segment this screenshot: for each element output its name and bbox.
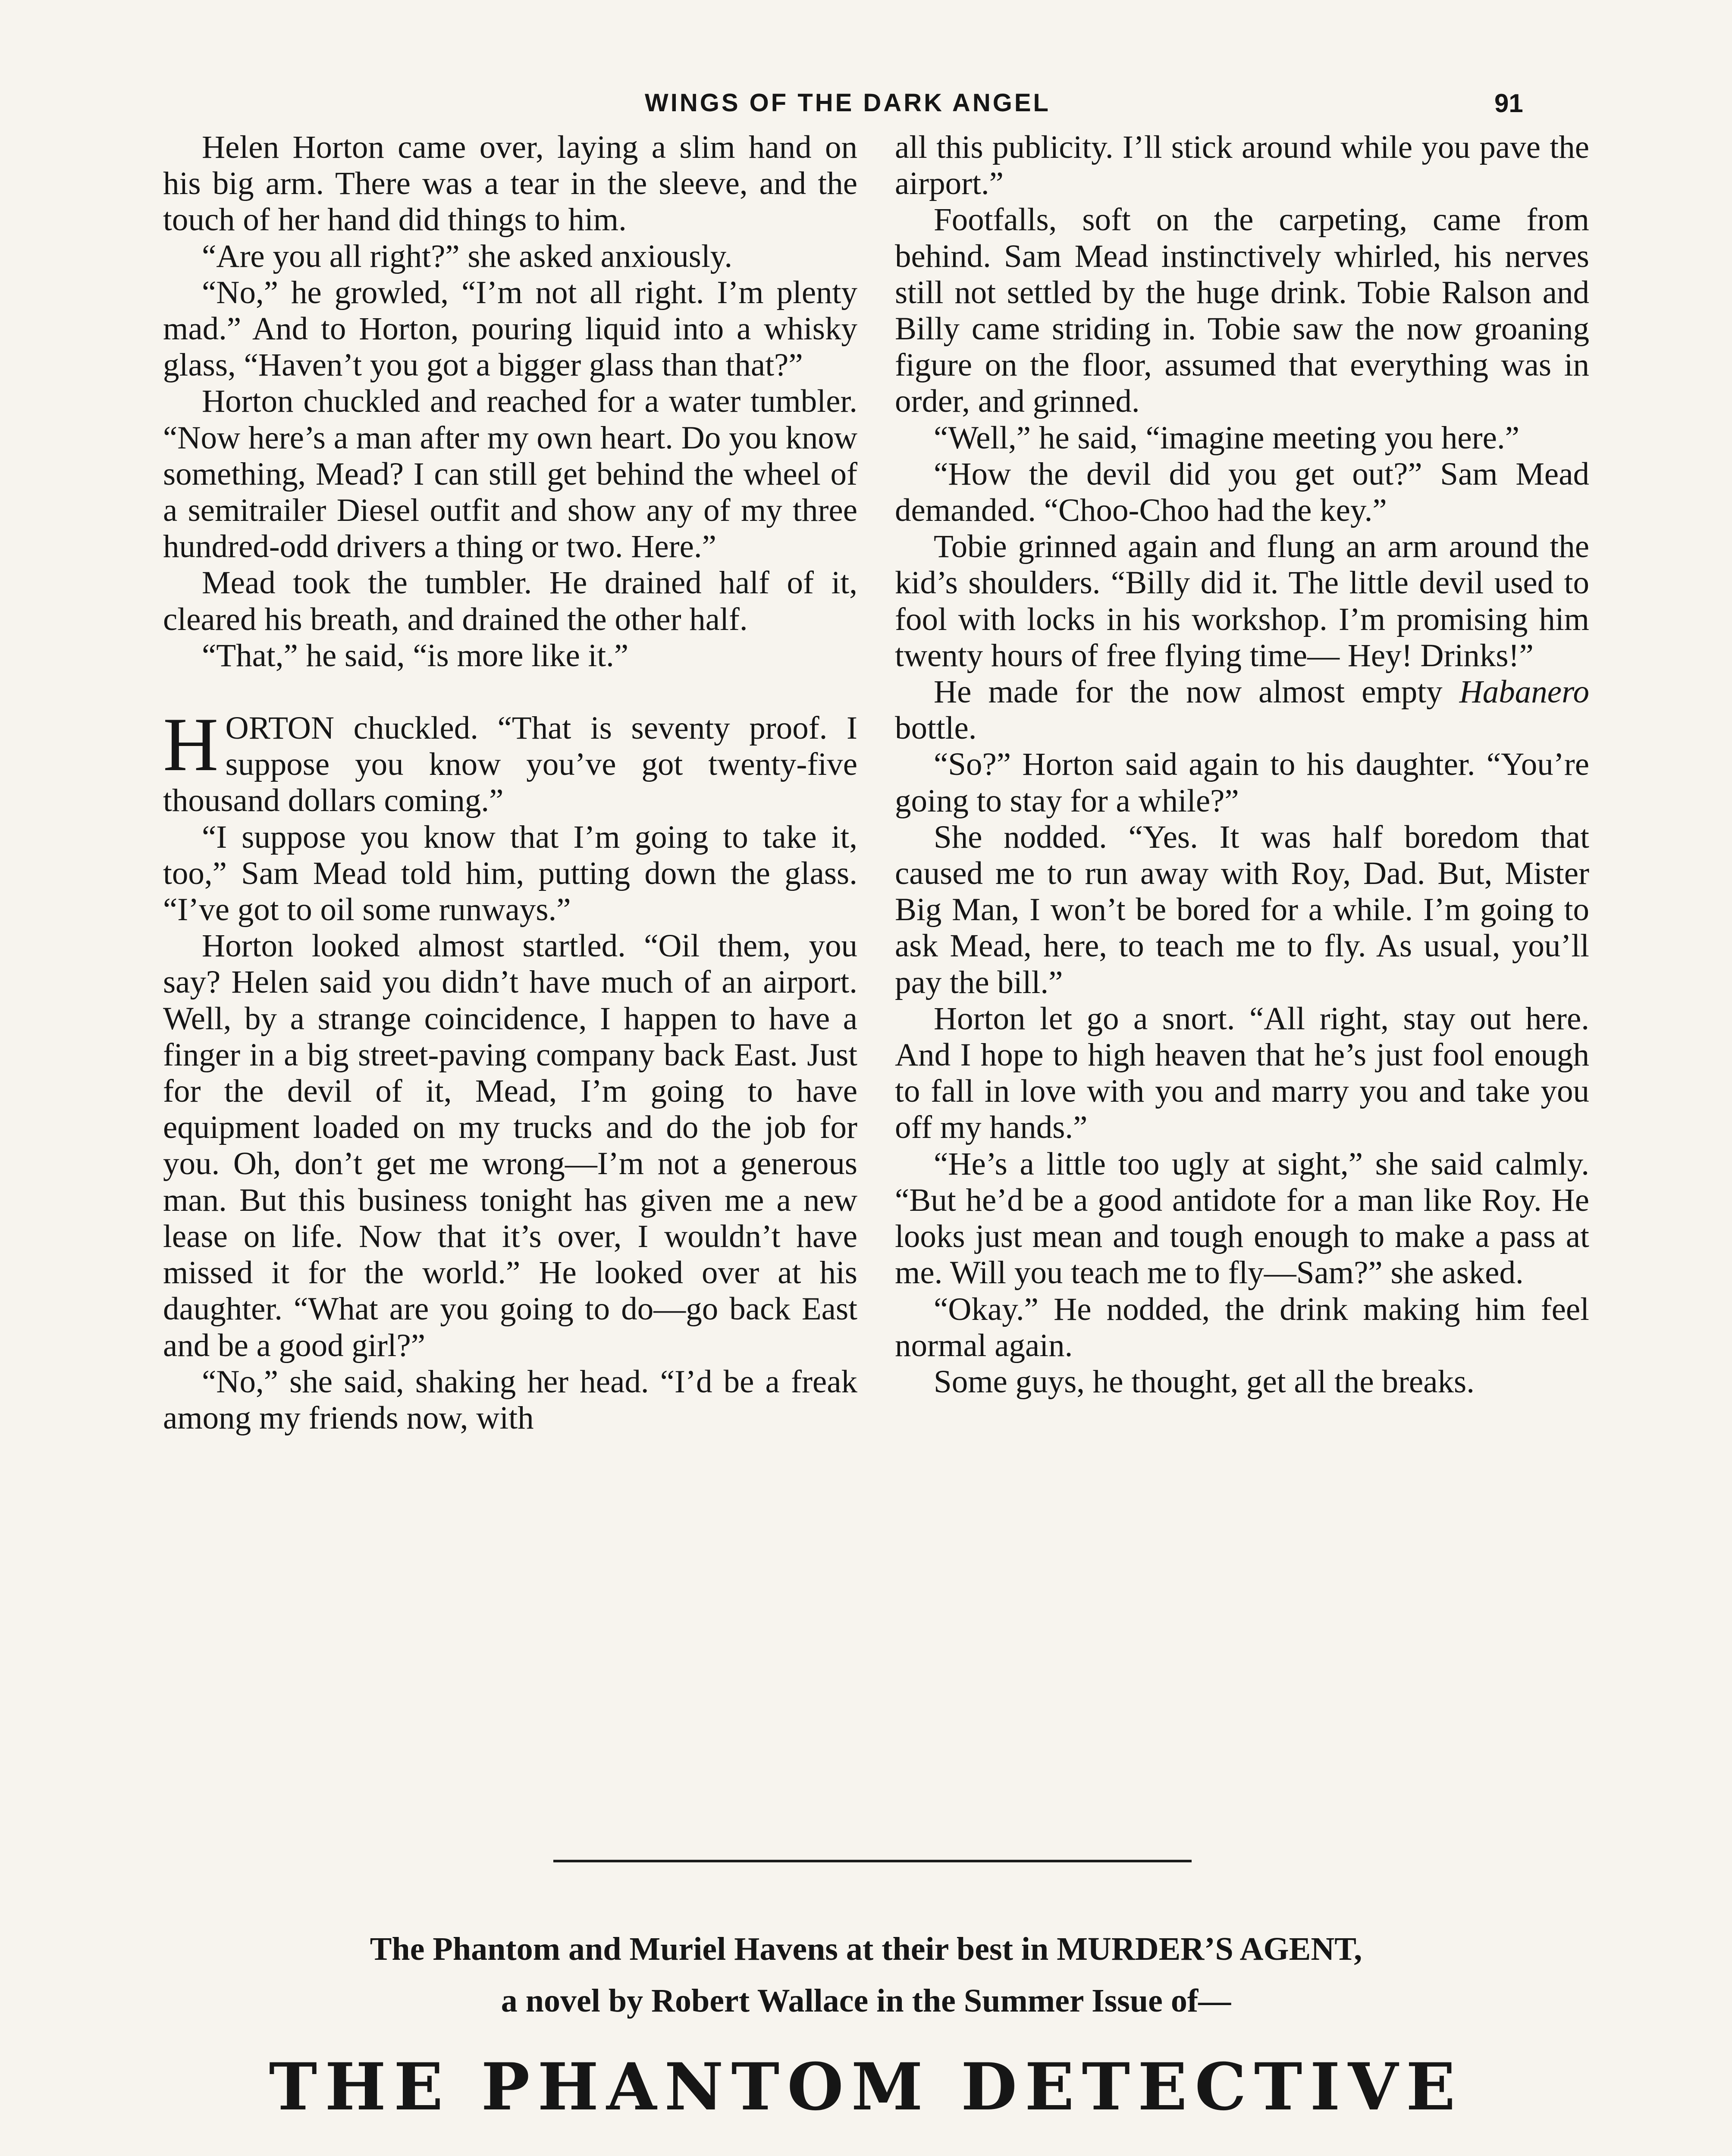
left-column: [163, 129, 857, 1436]
paragraph: “No,” she said, shaking her head. “I’d be a freak among my friends now, with: [163, 1363, 857, 1436]
paragraph-text: He made for the now almost empty: [934, 674, 1459, 710]
paragraph: Horton let go a snort. “All right, stay out here. And I hope to high heaven that he’s just fool enough to fall in love with you and marry you and take you off my hands.”: [895, 1000, 1589, 1146]
paragraph: Horton chuckled and reached for a water tumbler. “Now here’s a man after my own heart. Do you know something, Mead? I can still get behind the wheel of a semitrailer Diesel outfit and show any of my three hundred-odd drivers a thing or two. Here.”: [163, 383, 857, 565]
paragraph: “I suppose you know that I’m going to take it, too,” Sam Mead told him, putting down the glass. “I’ve got to oil some runways.”: [163, 819, 857, 928]
advertisement: [0, 1923, 1732, 2156]
right-column: [895, 129, 1589, 1400]
paragraph: “How the devil did you get out?” Sam Mead demanded. “Choo-Choo had the key.”: [895, 456, 1589, 529]
paragraph: “So?” Horton said again to his daughter. “You’re going to stay for a while?”: [895, 746, 1589, 819]
drop-cap: H: [163, 702, 219, 787]
paragraph: Tobie grinned again and flung an arm around the kid’s shoulders. “Billy did it. The little devil used to fool with locks in his workshop. I’m promising him twenty hours of free flying time— Hey! Drinks!”: [895, 529, 1589, 674]
paragraph: She nodded. “Yes. It was half boredom that caused me to run away with Roy, Dad. But, Mister Big Man, I won’t be bored for a while. I’m going to ask Mead, here, to teach me to fly. As usual, you’ll pay the bill.”: [895, 819, 1589, 1000]
section-opening-text: ORTON chuckled. “That is seventy proof. I suppose you know you’ve got twenty-five thousand dollars coming.”: [163, 710, 857, 819]
section-divider-rule: [553, 1860, 1192, 1862]
paragraph: [895, 674, 1589, 746]
paragraph: Helen Horton came over, laying a slim hand on his big arm. There was a tear in the sleeve, and the touch of her hand did things to him.: [163, 129, 857, 238]
paragraph: Mead took the tumbler. He drained half of it, cleared his breath, and drained the other half.: [163, 565, 857, 637]
ad-magazine-title: THE PHANTOM DETECTIVE: [269, 2049, 1463, 2125]
italic-bottle-name: Habanero: [1459, 674, 1589, 710]
paragraph: Horton looked almost startled. “Oil them, you say? Helen said you didn’t have much of an airport. Well, by a strange coincidence, I happen to have a finger in a big street-paving company back East. Just for the devil of it, Mead, I’m going to have equipment loaded on my trucks and do the job for you. Oh, don’t get me wrong—I’m not a generous man. But this business tonight has given me a new lease on life. Now that it’s over, I wouldn’t have missed it for the world.” He looked over at his daughter. “What are you going to do—go back East and be a good girl?”: [163, 928, 857, 1363]
paragraph: Footfalls, soft on the carpeting, came from behind. Sam Mead instinctively whirled, his nerves still not settled by the huge drink. Tobie Ralson and Billy came striding in. Tobie saw the now groaning figure on the floor, assumed that everything was in order, and grinned.: [895, 202, 1589, 420]
paragraph: “No,” he growled, “I’m not all right. I’m plenty mad.” And to Horton, pouring liquid into a whisky glass, “Haven’t you got a bigger glass than that?”: [163, 274, 857, 383]
section-opening-paragraph: [163, 702, 857, 819]
ad-line-1: The Phantom and Muriel Havens at their best in MURDER’S AGENT,: [370, 1931, 1362, 1967]
paragraph: “Well,” he said, “imagine meeting you here.”: [934, 420, 1519, 456]
running-title: WINGS OF THE DARK ANGEL: [645, 89, 1051, 117]
paragraph: “That,” he said, “is more like it.”: [202, 637, 629, 674]
paragraph-text: bottle.: [895, 710, 977, 746]
paragraph: “Are you all right?” she asked anxiously.: [202, 238, 733, 274]
page-number: 91: [1494, 89, 1523, 118]
ad-line-2: a novel by Robert Wallace in the Summer Issue of—: [501, 1983, 1231, 2019]
page-header: [0, 88, 1732, 123]
paragraph: “Okay.” He nodded, the drink making him feel normal again.: [895, 1291, 1589, 1363]
paragraph: “He’s a little too ugly at sight,” she said calmly. “But he’d be a good antidote for a man like Roy. He looks just mean and tough enough to make a pass at me. Will you teach me to fly—Sam?” she asked.: [895, 1146, 1589, 1291]
paragraph-continuation: all this publicity. I’ll stick around while you pave the airport.”: [895, 129, 1589, 202]
paragraph: Some guys, he thought, get all the breaks.: [934, 1363, 1475, 1400]
